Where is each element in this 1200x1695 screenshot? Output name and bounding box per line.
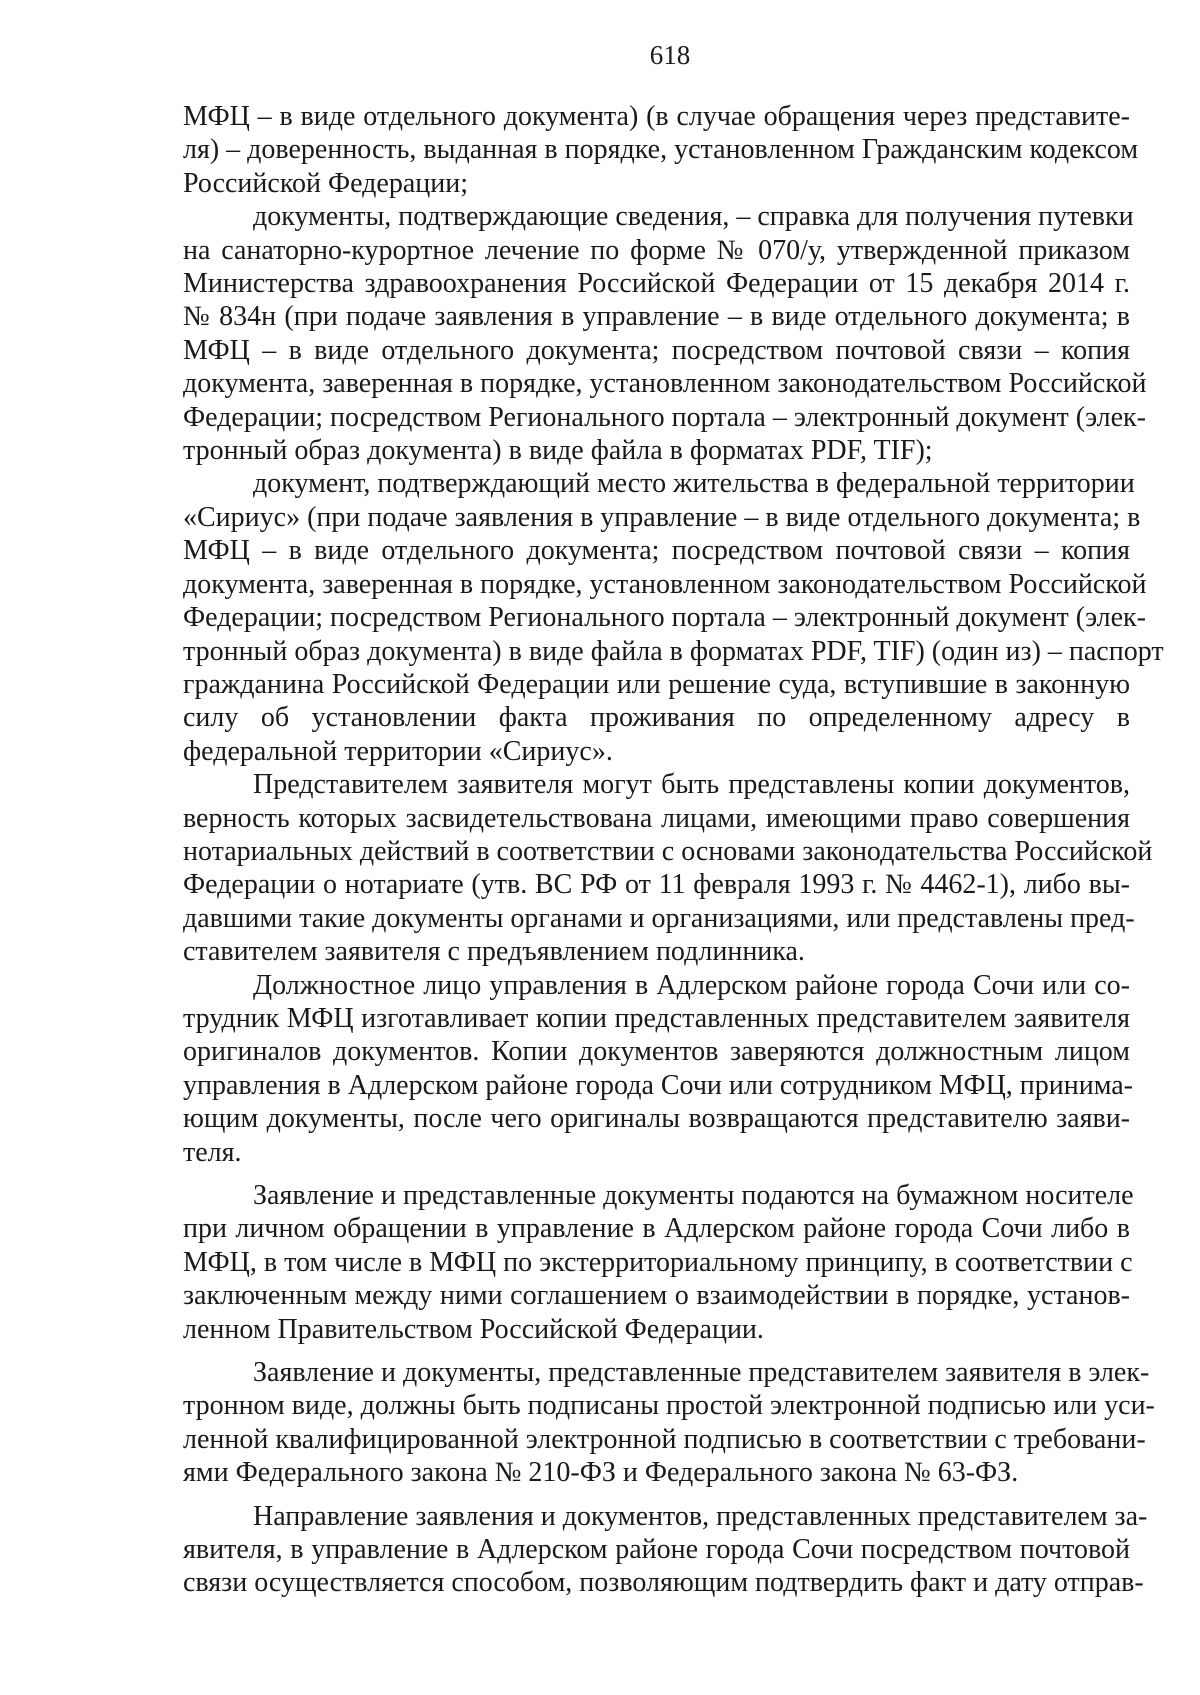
paragraph [183, 1356, 1155, 1490]
paragraph [183, 1179, 1134, 1346]
paragraph [183, 467, 1164, 768]
paragraph [183, 100, 1139, 200]
text-line: документа, заверенная в порядке, установленном законодательством Российской [183, 568, 1147, 600]
paragraph [183, 1500, 1148, 1600]
text-line: Российской Федерации; [183, 167, 469, 199]
text-line: верность которых засвидетельствована лицами, имеющими право совершения [183, 802, 1130, 834]
text-line: на санаторно-курортное лечение по форме № 070/у, утвержденной приказом [183, 234, 1130, 266]
text-line: Направление заявления и документов, представленных представителем за- [253, 1500, 1148, 1532]
text-line: оригиналов документов. Копии документов заверяются должностным лицом [183, 1036, 1130, 1068]
text-line: МФЦ – в виде отдельного документа; посредством почтовой связи – копия [183, 535, 1130, 567]
text-line: «Сириус» (при подаче заявления в управление – в виде отдельного документа; в [183, 501, 1141, 533]
text-line: силу об установлении факта проживания по определенному адресу в [183, 702, 1130, 734]
text-line: документы, подтверждающие сведения, – справка для получения путевки [253, 201, 1134, 233]
document-body [183, 100, 1164, 1600]
text-line: ля) – доверенность, выданная в порядке, установленном Гражданским кодексом [183, 134, 1139, 166]
text-line: Представителем заявителя могут быть представлены копии документов, [253, 769, 1130, 801]
text-line: федеральной территории «Сириус». [183, 735, 613, 767]
text-line: ющим документы, после чего оригиналы возвращаются представителю заяви- [183, 1103, 1130, 1135]
text-line: Министерства здравоохранения Российской Федерации от 15 декабря 2014 г. [183, 268, 1130, 300]
text-line: Федерации; посредством Регионального портала – электронный документ (элек- [183, 602, 1146, 634]
text-line: давшими такие документы органами и организациями, или представлены пред- [183, 902, 1135, 934]
paragraph [183, 200, 1147, 467]
text-line: Должностное лицо управления в Адлерском районе города Сочи или со- [253, 969, 1130, 1001]
text-line: документ, подтверждающий место жительства в федеральной территории [253, 468, 1135, 500]
text-line: ставителем заявителя с предъявлением подлинника. [183, 936, 805, 968]
text-line: связи осуществляется способом, позволяющим подтвердить факт и дату отправ- [183, 1567, 1144, 1599]
page-number: 618 [649, 40, 691, 70]
text-line: нотариальных действий в соответствии с основами законодательства Российской [183, 835, 1153, 867]
text-line: управления в Адлерском районе города Сочи или сотрудником МФЦ, принима- [183, 1069, 1134, 1101]
text-line: заключенным между ними соглашением о взаимодействии в порядке, установ- [183, 1280, 1130, 1312]
text-line: МФЦ – в виде отдельного документа) (в случае обращения через представите- [183, 101, 1130, 132]
text-line: при личном обращении в управление в Адлерском районе города Сочи либо в [183, 1213, 1130, 1245]
paragraph [183, 969, 1134, 1169]
text-line: Федерации о нотариате (утв. ВС РФ от 11 февраля 1993 г. № 4462-1), либо вы- [183, 869, 1130, 901]
text-line: МФЦ, в том числе в МФЦ по экстерриториальному принципу, в соответствии с [183, 1246, 1133, 1278]
text-line: Заявление и документы, представленные представителем заявителя в элек- [253, 1357, 1150, 1389]
text-line: тронный образ документа) в виде файла в форматах PDF, TIF); [183, 435, 933, 467]
text-line: Заявление и представленные документы подаются на бумажном носителе [253, 1180, 1134, 1211]
text-line: № 834н (при подаче заявления в управление – в виде отдельного документа; в [183, 301, 1130, 333]
text-line: ленном Правительством Российской Федерации. [183, 1313, 764, 1345]
text-line: документа, заверенная в порядке, установленном законодательством Российской [183, 368, 1147, 400]
text-line: гражданина Российской Федерации или решение суда, вступившие в законную [183, 668, 1130, 700]
paragraph [183, 768, 1153, 968]
text-line: Федерации; посредством Регионального портала – электронный документ (элек- [183, 401, 1146, 433]
text-line: тронном виде, должны быть подписаны простой электронной подписью или уси- [183, 1390, 1155, 1422]
text-line: теля. [183, 1136, 242, 1168]
text-line: явителя, в управление в Адлерском районе города Сочи посредством почтовой [183, 1534, 1130, 1566]
text-line: ями Федерального закона № 210-ФЗ и Федерального закона № 63-ФЗ. [183, 1457, 1019, 1489]
text-line: МФЦ – в виде отдельного документа; посредством почтовой связи – копия [183, 334, 1130, 366]
text-line: ленной квалифицированной электронной подписью в соответствии с требовани- [183, 1423, 1146, 1455]
text-line: тронный образ документа) в виде файла в форматах PDF, TIF) (один из) – паспорт [183, 635, 1164, 667]
text-line: трудник МФЦ изготавливает копии представленных представителем заявителя [183, 1002, 1130, 1034]
